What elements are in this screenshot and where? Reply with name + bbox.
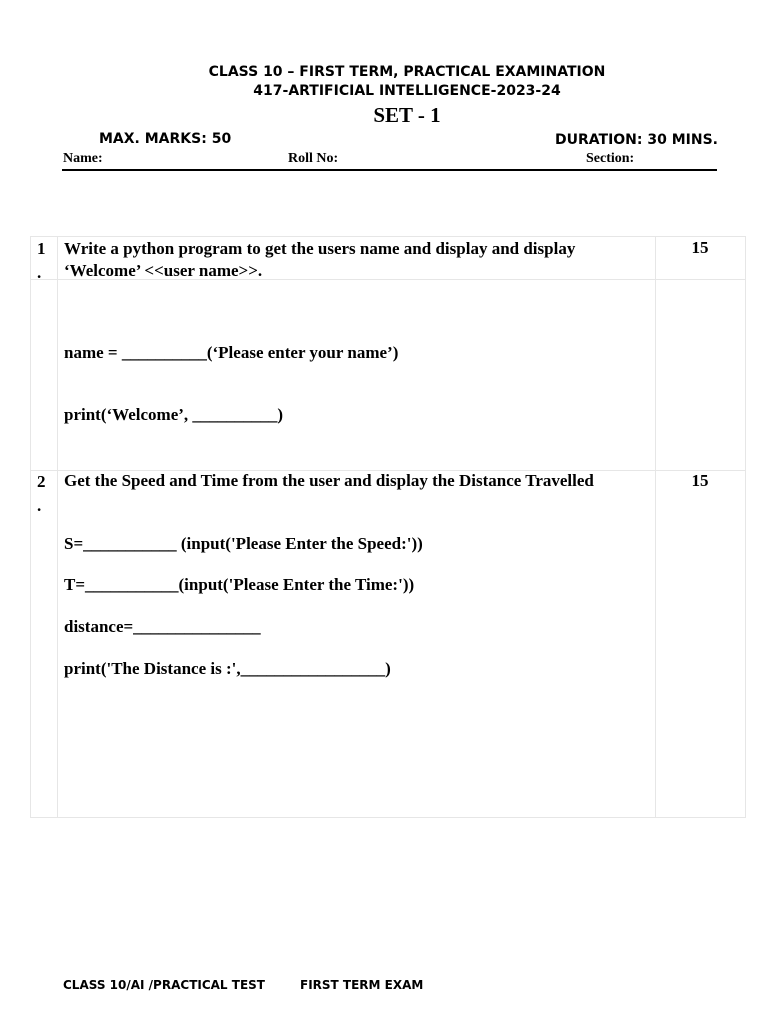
code-line: print(‘Welcome’, __________) <box>64 405 284 424</box>
roll-no-label: Roll No: <box>288 151 339 166</box>
question-number-digit: 2 <box>37 472 46 491</box>
question-number <box>37 237 53 285</box>
question-table <box>30 236 746 818</box>
question-number <box>37 470 53 518</box>
code-line: print('The Distance is :',_________________) <box>64 659 391 678</box>
footer-class-label: CLASS 10/AI /PRACTICAL TEST <box>63 978 265 992</box>
question-text: Write a python program to get the users name and display and display ‘Welcome’ <<user name>>. <box>64 239 576 280</box>
code-line: distance=_______________ <box>64 617 261 636</box>
question-marks: 15 <box>691 238 709 257</box>
table-column-divider <box>57 237 58 817</box>
max-marks: MAX. MARKS: 50 <box>99 131 232 147</box>
question-number-dot: . <box>37 496 42 515</box>
code-line: T=___________(input('Please Enter the Time:')) <box>64 575 415 594</box>
name-label: Name: <box>63 151 103 166</box>
set-title: SET - 1 <box>373 103 441 127</box>
table-column-divider <box>655 237 656 817</box>
subject-title: 417-ARTIFICIAL INTELLIGENCE-2023-24 <box>253 83 561 99</box>
footer-exam-label: FIRST TERM EXAM <box>300 978 424 992</box>
question-number-digit: 1 <box>37 239 46 258</box>
question-number-dot: . <box>37 263 42 282</box>
question-marks: 15 <box>691 471 709 490</box>
section-label: Section: <box>586 151 635 166</box>
exam-title: CLASS 10 – FIRST TERM, PRACTICAL EXAMINATION <box>208 64 606 80</box>
code-line: name = __________(‘Please enter your name’) <box>64 343 399 362</box>
duration: DURATION: 30 MINS. <box>555 132 718 148</box>
header-underline <box>62 169 717 171</box>
code-line: S=___________ (input('Please Enter the Speed:')) <box>64 534 423 553</box>
question-text: Get the Speed and Time from the user and display the Distance Travelled <box>64 471 594 490</box>
